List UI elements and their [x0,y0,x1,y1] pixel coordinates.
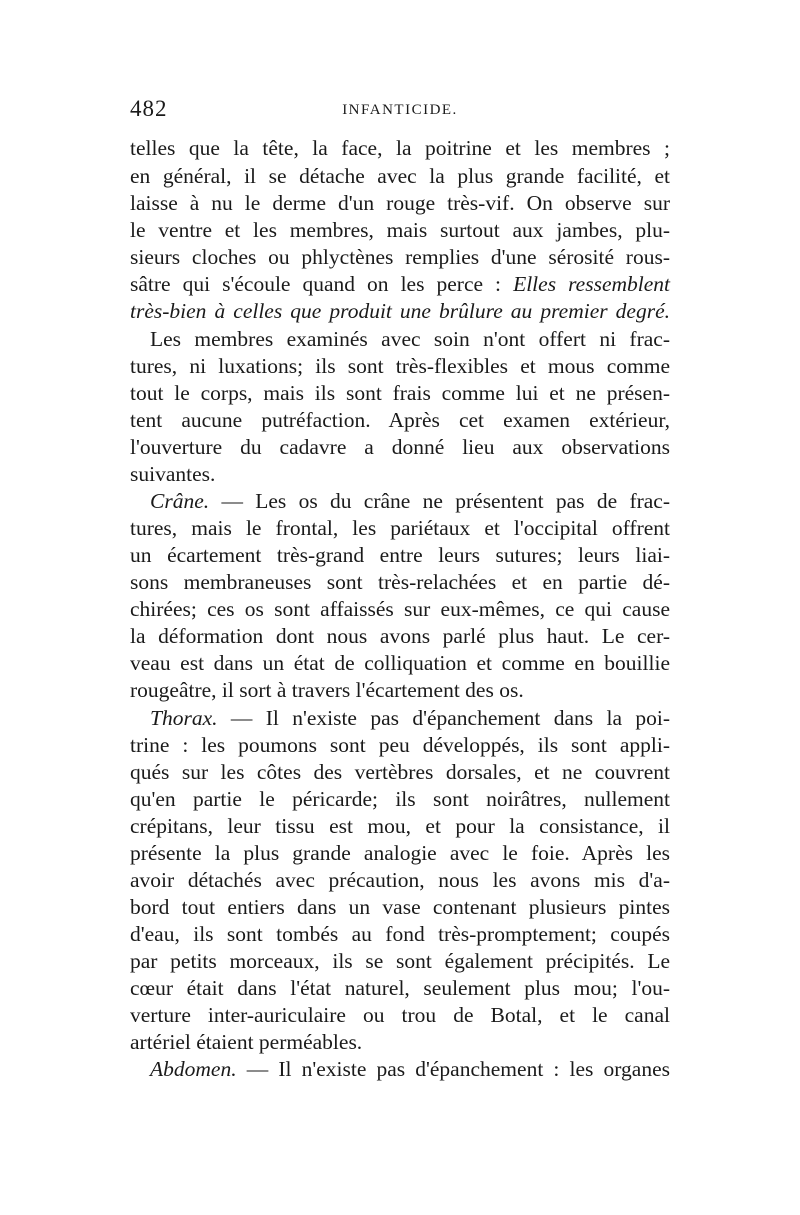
paragraph-start: Les membres examinés avec soin n'ont offert ni frac- [150,327,670,351]
text-line: sâtre qui s'écoule quand on les perce : Elles ressemblent [130,272,670,296]
italic-quote-line: très-bien à celles que produit une brûlure au premier degré. [130,299,670,323]
text-line: la déformation dont nous avons parlé plus haut. Le cer- [130,624,670,648]
section-heading-crane: Crâne. [150,489,210,513]
section-crane: Crâne. — Les os du crâne ne présentent pas de frac- [150,489,671,513]
text-line: suivantes. [130,462,216,486]
text-line: qu'en partie le péricarde; ils sont noirâtres, nullement [130,787,670,811]
text-line: tent aucune putréfaction. Après cet examen extérieur, [130,408,670,432]
text-line: en général, il se détache avec la plus grande facilité, et [130,164,670,188]
text-line: un écartement très-grand entre leurs sutures; leurs liai- [130,543,670,567]
text-line: le ventre et les membres, mais surtout aux jambes, plu- [130,218,670,242]
section-heading-abdomen: Abdomen. [150,1057,237,1081]
text-line: laisse à nu le derme d'un rouge très-vif. On observe sur [130,191,670,215]
section-abdomen: Abdomen. — Il n'existe pas d'épanchement : les organes [150,1057,670,1081]
text-line: rougeâtre, il sort à travers l'écartement des os. [130,678,524,702]
text-line: tout le corps, mais ils sont frais comme lui et ne présen- [130,381,670,405]
text-line: présente la plus grande analogie avec le foie. Après les [130,841,670,865]
text-line: sons membraneuses sont très-relachées et en partie dé- [130,570,670,594]
text-line: artériel étaient perméables. [130,1030,363,1054]
text-line: l'ouverture du cadavre a donné lieu aux observations [130,435,670,459]
text-line: avoir détachés avec précaution, nous les avons mis d'a- [130,868,670,892]
text-line: crépitans, leur tissu est mou, et pour la consistance, il [130,814,670,838]
text-line: verture inter-auriculaire ou trou de Botal, et le canal [130,1003,670,1027]
page-number: 482 [130,96,168,121]
text-line: veau est dans un état de colliquation et comme en bouillie [130,651,670,675]
text-line: cœur était dans l'état naturel, seulement plus mou; l'ou- [130,976,670,1000]
text-line: tures, mais le frontal, les pariétaux et l'occipital offrent [130,516,670,540]
text-line: d'eau, ils sont tombés au fond très-promptement; coupés [130,922,670,946]
text-line: par petits morceaux, ils se sont également précipités. Le [130,949,670,973]
text-line: sieurs cloches ou phlyctènes remplies d'une sérosité rous- [130,245,670,269]
text-line: qués sur les côtes des vertèbres dorsales, et ne couvrent [130,760,670,784]
section-heading-thorax: Thorax. [150,706,218,730]
italic-quote: Elles ressemblent [513,272,670,296]
text-line: chirées; ces os sont affaissés sur eux-mêmes, ce qui cause [130,597,670,621]
page-header [130,96,670,126]
text-line: trine : les poumons sont peu développés, ils sont appli- [130,733,670,757]
text-line: tures, ni luxations; ils sont très-flexibles et mous comme [130,354,670,378]
text-line: telles que la tête, la face, la poitrine et les membres ; [130,136,670,160]
running-title: INFANTICIDE. [342,102,458,118]
section-thorax: Thorax. — Il n'existe pas d'épanchement dans la poi- [150,706,670,730]
text-line: bord tout entiers dans un vase contenant plusieurs pintes [130,895,670,919]
